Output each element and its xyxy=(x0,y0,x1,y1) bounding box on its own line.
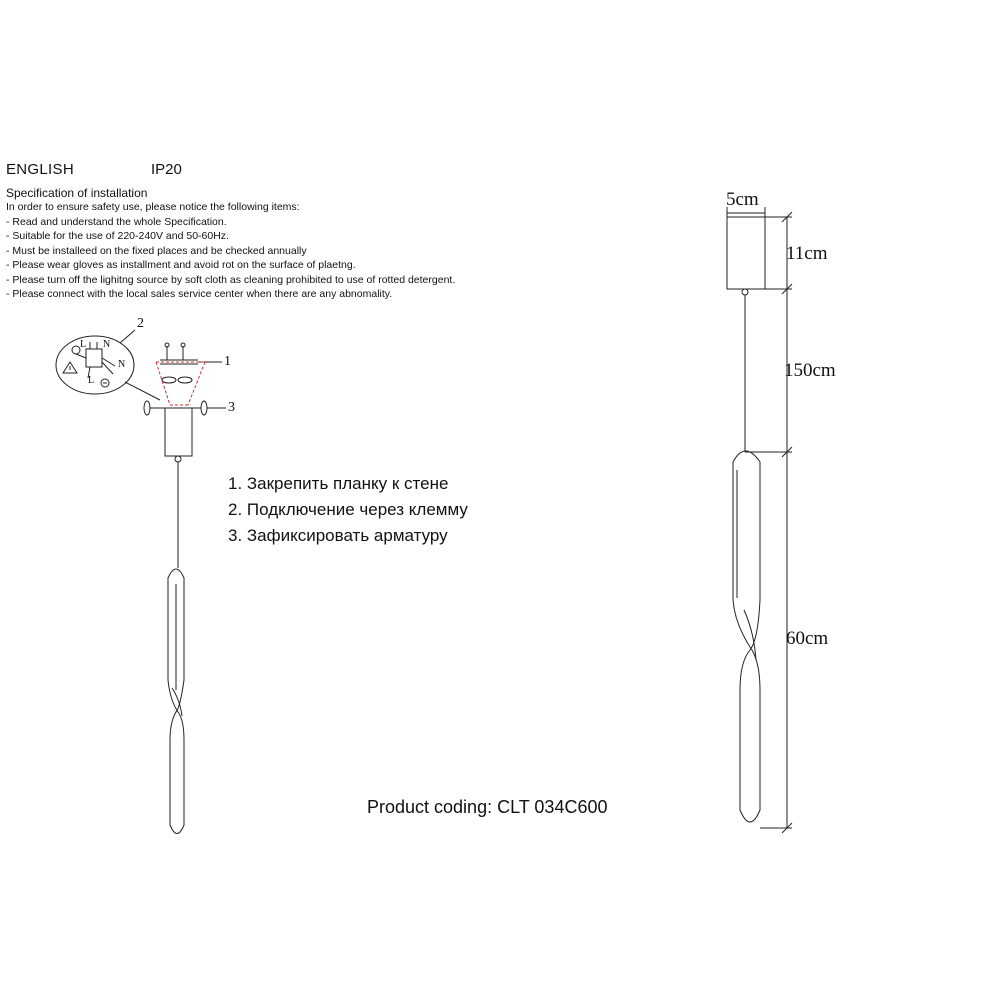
cable-grip xyxy=(175,456,181,462)
language-label: ENGLISH xyxy=(6,161,74,178)
terminal-block xyxy=(86,349,102,367)
spec-line: - Please turn off the lighitng source by soft cloth as cleaning prohibited to use of rotted detergent. xyxy=(6,273,456,286)
callout-3: 3 xyxy=(228,400,235,415)
lamp-body-elevation xyxy=(733,451,760,822)
product-coding: Product coding: CLT 034C600 xyxy=(367,797,608,817)
spec-line: - Please wear gloves as installment and avoid rot on the surface of plaetng. xyxy=(6,259,356,271)
step-item: 2. Подключение через клемму xyxy=(228,500,468,519)
dimension-cable-length-label: 150cm xyxy=(784,360,836,381)
side-screw xyxy=(144,401,150,415)
callout-1: 1 xyxy=(224,354,231,369)
spec-line: - Suitable for the use of 220-240V and 50-60Hz. xyxy=(6,230,229,242)
dimension-canopy-height-label: 11cm xyxy=(786,243,828,264)
spec-line: - Read and understand the whole Specification. xyxy=(6,215,227,228)
installation-steps xyxy=(228,471,468,549)
side-screw xyxy=(201,401,207,415)
canopy xyxy=(165,408,192,456)
neutral-label: N xyxy=(103,339,111,350)
mounting-hole xyxy=(162,377,176,383)
earth-screw xyxy=(72,346,80,354)
callout-2: 2 xyxy=(137,316,144,331)
dimension-width-label: 5cm xyxy=(726,189,759,210)
step-item: 3. Зафиксировать арматуру xyxy=(228,526,448,545)
spec-line: - Must be installeed on the fixed places and be checked annually xyxy=(6,244,307,257)
spec-line: - Please connect with the local sales service center when there are any abnomality. xyxy=(6,288,393,300)
neutral-label: N xyxy=(118,359,126,370)
live-label: L xyxy=(80,339,87,350)
dimension-lamp-length-label: 60cm xyxy=(786,628,829,649)
lamp-body xyxy=(168,569,184,834)
spec-line: In order to ensure safety use, please notice the following items: xyxy=(6,201,300,213)
step-item: 1. Закрепить планку к стене xyxy=(228,474,449,493)
canopy-elevation xyxy=(727,217,765,289)
live-label: L xyxy=(88,375,95,386)
ip-rating-label: IP20 xyxy=(151,161,182,178)
specification-title: Specification of installation xyxy=(6,186,148,200)
mounting-hole xyxy=(178,377,192,383)
